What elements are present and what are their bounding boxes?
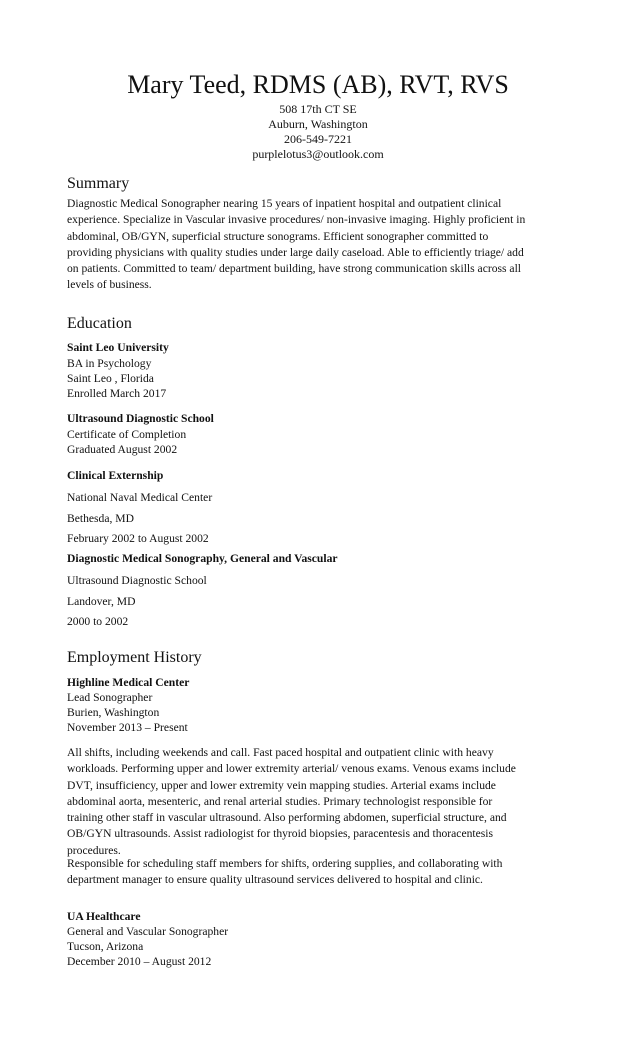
duty-line: abdominal aorta, mesenteric, and renal arterial studies. Primary technologist responsible for [67, 794, 493, 808]
summary-line: Diagnostic Medical Sonographer nearing 15 years of inpatient hospital and outpatient clinical [67, 197, 502, 210]
resume-name: Mary Teed, RDMS (AB), RVT, RVS [127, 70, 509, 99]
employer-name: Highline Medical Center [67, 676, 190, 689]
education-detail: National Naval Medical Center [67, 491, 213, 504]
education-detail: Enrolled March 2017 [67, 387, 167, 400]
job-responsibility-paragraph [67, 856, 573, 889]
address-line-2: Auburn, Washington [268, 117, 368, 131]
job-title: General and Vascular Sonographer [67, 925, 229, 938]
job-location: Tucson, Arizona [67, 940, 144, 953]
summary-line: experience. Specialize in Vascular invasive procedures/ non-invasive imaging. Highly proficient in [67, 213, 526, 227]
education-detail: Bethesda, MD [67, 512, 134, 525]
job-dates: December 2010 – August 2012 [67, 955, 212, 968]
duty-line: All shifts, including weekends and call. Fast paced hospital and outpatient clinic with heavy [67, 746, 494, 759]
summary-line: abdominal, OB/GYN, superficial structure sonograms. Efficient sonographer committed to [67, 229, 489, 243]
job-duties-paragraph [67, 745, 573, 859]
summary-line: levels of business. [67, 278, 152, 292]
duty-line: procedures. [67, 843, 121, 857]
education-institution: Ultrasound Diagnostic School [67, 412, 214, 425]
job-location: Burien, Washington [67, 706, 160, 719]
education-institution: Saint Leo University [67, 341, 169, 354]
responsibility-line: Responsible for scheduling staff members for shifts, ordering supplies, and collaborating with [67, 857, 503, 870]
employer-name: UA Healthcare [67, 910, 141, 923]
duty-line: DVT, insufficiency, upper and lower extremity vein mapping studies. Arterial exams include [67, 778, 496, 792]
job-dates: November 2013 – Present [67, 721, 188, 734]
summary-line: on patients. Committed to team/ department building, have strong communication skills across all [67, 262, 522, 276]
address-line-1: 508 17th CT SE [279, 102, 357, 116]
education-detail: Certificate of Completion [67, 428, 187, 441]
duty-line: training other staff in vascular ultrasound. Also performing abdomen, superficial structure, and [67, 811, 507, 825]
education-heading: Education [67, 315, 132, 332]
education-detail: February 2002 to August 2002 [67, 532, 209, 545]
education-detail: 2000 to 2002 [67, 615, 129, 628]
summary-paragraph [67, 196, 573, 294]
education-detail: Landover, MD [67, 595, 136, 608]
education-institution: Diagnostic Medical Sonography, General and Vascular [67, 552, 338, 565]
summary-line: providing physicians with quality studies under large daily caseload. Able to efficiently triage/ add [67, 245, 524, 259]
job-title: Lead Sonographer [67, 691, 153, 704]
duty-line: OB/GYN ultrasounds. Assist radiologist for thyroid biopsies, paracentesis and thoracentesis [67, 827, 494, 841]
employment-heading: Employment History [67, 649, 202, 666]
duty-line: workloads. Performing upper and lower extremity arterial/ venous exams. Venous exams include [67, 762, 516, 776]
summary-heading: Summary [67, 175, 130, 192]
education-institution: Clinical Externship [67, 469, 164, 482]
education-detail: Graduated August 2002 [67, 443, 178, 456]
education-detail: BA in Psychology [67, 357, 152, 370]
education-detail: Saint Leo , Florida [67, 372, 154, 385]
responsibility-line: department manager to ensure quality ultrasound services delivered to hospital and clinic. [67, 873, 483, 887]
email-address: purplelotus3@outlook.com [252, 147, 384, 161]
education-detail: Ultrasound Diagnostic School [67, 574, 207, 587]
phone-number: 206-549-7221 [284, 132, 352, 146]
